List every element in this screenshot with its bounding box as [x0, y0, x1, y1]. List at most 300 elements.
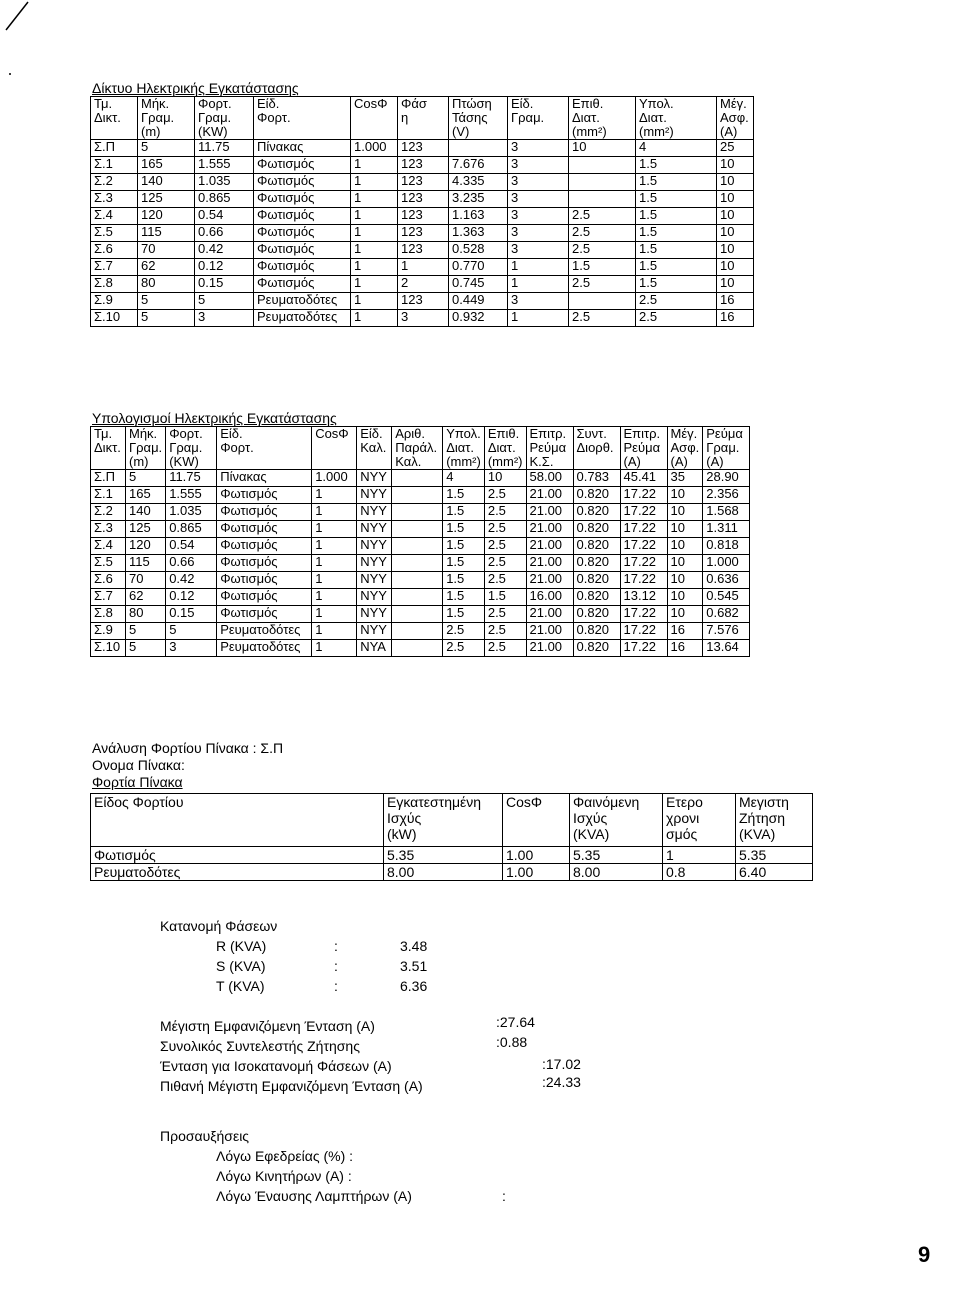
table-cell: 10: [667, 555, 703, 572]
table-cell: Φωτισμός: [217, 538, 312, 555]
table-cell: 5: [195, 293, 254, 310]
table-cell: NYY: [357, 555, 392, 572]
table-cell: 10: [667, 589, 703, 606]
header-cell: Υπολ. Διατ. (mm²): [443, 427, 485, 470]
header-cell: Τμ. Δικτ.: [91, 97, 138, 140]
table-cell: 1: [312, 572, 357, 589]
table-cell: 125: [126, 521, 166, 538]
table-cell: 16: [717, 293, 754, 310]
table-row: [91, 538, 750, 555]
table-cell: Σ.4: [91, 208, 138, 225]
table-cell: 10: [667, 606, 703, 623]
phase-distribution: [160, 918, 277, 935]
calculations-section-title: Υπολογισμοί Ηλεκτρικής Εγκατάστασης: [92, 410, 337, 426]
table-cell: 21.00: [526, 572, 573, 589]
table-cell: 17.22: [620, 538, 667, 555]
table-cell: 1: [351, 310, 398, 327]
table-cell: 21.00: [526, 487, 573, 504]
header-cell: Μήκ. Γραμ. (m): [138, 97, 195, 140]
table-cell: 28.90: [703, 470, 750, 487]
table-cell: 3: [508, 293, 569, 310]
header-cell: Είδ. Γραμ.: [508, 97, 569, 140]
table-cell: 0.8: [663, 864, 736, 881]
table-cell: Ρευματοδότες: [217, 623, 312, 640]
table-cell: 10: [569, 140, 636, 157]
header-cell: CosΦ: [503, 794, 570, 847]
table-row: [91, 640, 750, 657]
table-cell: Σ.7: [91, 259, 138, 276]
table-cell: 17.22: [620, 572, 667, 589]
table-cell: 1.555: [195, 157, 254, 174]
table-cell: 17.22: [620, 521, 667, 538]
table-cell: 10: [667, 521, 703, 538]
table-cell: 3.235: [449, 191, 508, 208]
table-cell: 7.676: [449, 157, 508, 174]
table-cell: 115: [126, 555, 166, 572]
increase-reserve: Λόγω Εφεδρείας (%) :: [216, 1148, 354, 1164]
table-cell: 1: [351, 293, 398, 310]
table-cell: 123: [398, 191, 449, 208]
table-cell: 2.5: [569, 276, 636, 293]
table-row: [91, 589, 750, 606]
table-row: [91, 191, 754, 208]
table-cell: 21.00: [526, 504, 573, 521]
header-cell: Μέγ. Ασφ. (A): [667, 427, 703, 470]
table-cell: [569, 191, 636, 208]
table-cell: 25: [717, 140, 754, 157]
header-cell: CosΦ: [351, 97, 398, 140]
header-cell: Υπολ. Διατ. (mm²): [636, 97, 717, 140]
table-cell: 10: [667, 504, 703, 521]
table-cell: [392, 589, 443, 606]
table-cell: [392, 623, 443, 640]
table-cell: Σ.1: [91, 487, 126, 504]
header-cell: Είδ. Φορτ.: [254, 97, 351, 140]
header-cell: Μήκ. Γραμ. (m): [126, 427, 166, 470]
table-cell: Ρευματοδότες: [91, 864, 384, 881]
table-cell: 3: [195, 310, 254, 327]
network-section-title: Δίκτυο Ηλεκτρικής Εγκατάστασης: [92, 80, 299, 96]
table-cell: 1.5: [636, 276, 717, 293]
table-cell: 2.5: [636, 293, 717, 310]
table-cell: 1.035: [195, 174, 254, 191]
table-cell: Φωτισμός: [217, 555, 312, 572]
table-cell: 21.00: [526, 640, 573, 657]
table-cell: 21.00: [526, 538, 573, 555]
header-cell: Μεγιστη Ζήτηση (KVA): [736, 794, 813, 847]
table-cell: [392, 538, 443, 555]
table-cell: Ρευματοδότες: [254, 293, 351, 310]
panel-loads-header: [91, 794, 813, 847]
table-cell: 1: [508, 259, 569, 276]
table-cell: 1.163: [449, 208, 508, 225]
table-row: [91, 293, 754, 310]
table-cell: 1.000: [312, 470, 357, 487]
table-cell: Σ.Π: [91, 140, 138, 157]
phase-distribution-title: Κατανομή Φάσεων: [160, 918, 278, 934]
table-cell: 123: [398, 225, 449, 242]
table-cell: 1.5: [443, 538, 485, 555]
table-cell: 1: [663, 847, 736, 864]
table-cell: Φωτισμός: [91, 847, 384, 864]
table-cell: 21.00: [526, 606, 573, 623]
table-cell: 2.5: [569, 310, 636, 327]
table-cell: Φωτισμός: [254, 157, 351, 174]
table-cell: 70: [138, 242, 195, 259]
header-cell: Επιτρ. Ρεύμα (A): [620, 427, 667, 470]
table-cell: [449, 140, 508, 157]
table-row: [91, 521, 750, 538]
table-cell: Σ.9: [91, 623, 126, 640]
table-row: [91, 606, 750, 623]
table-cell: Ρευματοδότες: [217, 640, 312, 657]
table-cell: 0.545: [703, 589, 750, 606]
table-cell: Σ.9: [91, 293, 138, 310]
table-cell: 1.5: [484, 589, 526, 606]
table-cell: 165: [138, 157, 195, 174]
table-cell: Φωτισμός: [254, 259, 351, 276]
table-cell: Σ.1: [91, 157, 138, 174]
table-cell: [392, 487, 443, 504]
header-cell: Επιθ. Διατ. (mm²): [484, 427, 526, 470]
table-cell: 1.363: [449, 225, 508, 242]
table-cell: Σ.6: [91, 572, 126, 589]
table-cell: [392, 504, 443, 521]
table-cell: 16.00: [526, 589, 573, 606]
header-cell: Συντ. Διορθ.: [573, 427, 620, 470]
table-cell: 0.12: [166, 589, 217, 606]
table-row: [91, 572, 750, 589]
table-cell: 1: [351, 242, 398, 259]
table-cell: NYY: [357, 521, 392, 538]
table-cell: Σ.8: [91, 276, 138, 293]
table-cell: 1.5: [443, 589, 485, 606]
table-body: [91, 847, 813, 881]
table-cell: 5: [138, 310, 195, 327]
table-row: [91, 555, 750, 572]
table-cell: 21.00: [526, 555, 573, 572]
table-cell: 1.5: [443, 606, 485, 623]
table-cell: 1.5: [636, 208, 717, 225]
table-cell: 10: [717, 242, 754, 259]
table-cell: 2.5: [569, 225, 636, 242]
table-cell: Φωτισμός: [217, 487, 312, 504]
header-cell: Φαινόμενη Ισχύς (KVA): [570, 794, 663, 847]
phase-s: S (KVA) : 3.51: [216, 958, 428, 974]
table-cell: 1.5: [636, 157, 717, 174]
table-cell: 10: [717, 191, 754, 208]
table-cell: 2.5: [484, 640, 526, 657]
table-cell: [392, 572, 443, 589]
table-row: [91, 310, 754, 327]
table-cell: 1: [312, 623, 357, 640]
header-cell: Εγκατεστημένη Ισχύς (kW): [384, 794, 503, 847]
table-cell: 0.820: [573, 589, 620, 606]
table-cell: NYY: [357, 538, 392, 555]
table-cell: 10: [717, 157, 754, 174]
table-cell: 13.64: [703, 640, 750, 657]
table-cell: 2.5: [484, 555, 526, 572]
table-cell: 10: [484, 470, 526, 487]
table-cell: Σ.3: [91, 521, 126, 538]
table-row: [91, 242, 754, 259]
table-cell: 0.528: [449, 242, 508, 259]
table-cell: 17.22: [620, 623, 667, 640]
table-cell: 0.865: [166, 521, 217, 538]
table-cell: 125: [138, 191, 195, 208]
table-cell: Φωτισμός: [254, 242, 351, 259]
header-cell: Ετερο χρονι σμός: [663, 794, 736, 847]
table-cell: 0.15: [166, 606, 217, 623]
phase-r: R (KVA) : 3.48: [216, 938, 428, 954]
phase-t: T (KVA) : 6.36: [216, 978, 428, 994]
table-cell: 16: [717, 310, 754, 327]
table-cell: 2.5: [569, 208, 636, 225]
table-cell: 0.54: [166, 538, 217, 555]
header-cell: Είδος Φορτίου: [91, 794, 384, 847]
table-cell: 5: [126, 470, 166, 487]
table-cell: 3: [166, 640, 217, 657]
table-cell: Φωτισμός: [254, 276, 351, 293]
table-cell: 10: [717, 276, 754, 293]
table-cell: 1.5: [569, 259, 636, 276]
calculations-table: [90, 426, 750, 657]
table-cell: Σ.Π: [91, 470, 126, 487]
table-cell: 17.22: [620, 555, 667, 572]
table-row: [91, 623, 750, 640]
table-cell: 8.00: [384, 864, 503, 881]
table-cell: 1: [312, 504, 357, 521]
header-cell: Επιθ. Διατ. (mm²): [569, 97, 636, 140]
table-cell: 1: [351, 225, 398, 242]
table-cell: 0.820: [573, 521, 620, 538]
table-cell: 35: [667, 470, 703, 487]
table-cell: 120: [126, 538, 166, 555]
table-cell: Φωτισμός: [217, 521, 312, 538]
table-cell: Σ.3: [91, 191, 138, 208]
table-cell: 17.22: [620, 504, 667, 521]
header-cell: Είδ. Καλ.: [357, 427, 392, 470]
table-cell: 70: [126, 572, 166, 589]
table-cell: 5: [126, 640, 166, 657]
table-cell: 45.41: [620, 470, 667, 487]
table-cell: Σ.10: [91, 310, 138, 327]
table-cell: 10: [717, 208, 754, 225]
table-cell: Σ.5: [91, 555, 126, 572]
table-cell: 0.66: [166, 555, 217, 572]
table-cell: 1.311: [703, 521, 750, 538]
panel-loads-table: [90, 793, 813, 881]
table-cell: 62: [126, 589, 166, 606]
table-row: [91, 259, 754, 276]
table-cell: 0.865: [195, 191, 254, 208]
table-cell: 16: [667, 623, 703, 640]
table-cell: Σ.6: [91, 242, 138, 259]
table-cell: 62: [138, 259, 195, 276]
table-cell: 10: [717, 225, 754, 242]
table-cell: 10: [717, 174, 754, 191]
header-cell: Πτώση Τάσης (V): [449, 97, 508, 140]
table-row: [91, 225, 754, 242]
table-cell: 5.35: [570, 847, 663, 864]
table-cell: [569, 293, 636, 310]
table-cell: 1.5: [636, 259, 717, 276]
table-cell: Σ.7: [91, 589, 126, 606]
table-cell: 0.745: [449, 276, 508, 293]
table-cell: [392, 470, 443, 487]
table-cell: 165: [126, 487, 166, 504]
table-cell: 2.5: [484, 487, 526, 504]
table-cell: 115: [138, 225, 195, 242]
table-row: [91, 276, 754, 293]
table-cell: 1.000: [703, 555, 750, 572]
table-cell: 1.035: [166, 504, 217, 521]
table-cell: 1.5: [443, 555, 485, 572]
max-apparent-current: Μέγιστη Εμφανιζόμενη Ένταση (A): [160, 1018, 375, 1034]
table-cell: 0.42: [195, 242, 254, 259]
table-cell: 1: [312, 521, 357, 538]
table-cell: 1.00: [503, 847, 570, 864]
table-cell: 10: [667, 572, 703, 589]
probable-max-current: Πιθανή Μέγιστη Εμφανιζόμενη Ένταση (A): [160, 1078, 423, 1094]
table-cell: 1.5: [636, 191, 717, 208]
table-cell: 1: [312, 487, 357, 504]
table-cell: 10: [717, 259, 754, 276]
table-cell: Φωτισμός: [254, 191, 351, 208]
table-cell: 5.35: [384, 847, 503, 864]
table-cell: 2.5: [636, 310, 717, 327]
table-cell: 3: [508, 242, 569, 259]
table-cell: NYA: [357, 640, 392, 657]
analysis-block: [92, 740, 283, 791]
table-cell: 1: [398, 259, 449, 276]
table-cell: 2.5: [484, 572, 526, 589]
table-cell: 2.5: [443, 640, 485, 657]
table-cell: Πίνακας: [217, 470, 312, 487]
table-cell: 123: [398, 157, 449, 174]
table-cell: 2.356: [703, 487, 750, 504]
table-cell: 1: [508, 310, 569, 327]
table-cell: NYY: [357, 504, 392, 521]
table-cell: 1: [351, 191, 398, 208]
table-row: [91, 470, 750, 487]
table-cell: Φωτισμός: [254, 208, 351, 225]
table-cell: 123: [398, 242, 449, 259]
table-cell: 5: [166, 623, 217, 640]
table-cell: 10: [667, 538, 703, 555]
table-cell: 0.820: [573, 555, 620, 572]
table-row: [91, 140, 754, 157]
table-cell: 123: [398, 174, 449, 191]
table-cell: 1: [312, 589, 357, 606]
table-cell: NYY: [357, 606, 392, 623]
table-cell: 2: [398, 276, 449, 293]
table-cell: 0.783: [573, 470, 620, 487]
table-cell: 0.820: [573, 606, 620, 623]
increase-lamp-ignition: Λόγω Έναυσης Λαμπτήρων (A) :: [216, 1188, 506, 1204]
table-cell: Σ.8: [91, 606, 126, 623]
table-cell: 123: [398, 208, 449, 225]
table-body: [91, 470, 750, 657]
table-cell: Φωτισμός: [217, 504, 312, 521]
table-row: [91, 174, 754, 191]
table-body: [91, 140, 754, 327]
table-cell: 123: [398, 140, 449, 157]
table-cell: 1.5: [636, 225, 717, 242]
table-cell: 0.636: [703, 572, 750, 589]
balanced-phase-current-value: :17.02: [542, 1056, 581, 1072]
table-cell: 0.820: [573, 572, 620, 589]
table-cell: Πίνακας: [254, 140, 351, 157]
table-row: [91, 864, 813, 881]
table-cell: 1: [312, 606, 357, 623]
table-cell: 1: [508, 276, 569, 293]
table-cell: 0.54: [195, 208, 254, 225]
header-cell: Φορτ. Γραμ. (KW): [195, 97, 254, 140]
table-cell: Φωτισμός: [217, 572, 312, 589]
table-cell: 0.682: [703, 606, 750, 623]
table-cell: 1: [351, 157, 398, 174]
table-cell: 1.00: [503, 864, 570, 881]
table-cell: 80: [138, 276, 195, 293]
network-table: [90, 96, 754, 327]
table-cell: 1: [312, 555, 357, 572]
table-cell: 0.12: [195, 259, 254, 276]
header-cell: CosΦ: [312, 427, 357, 470]
calculations-table-header: [91, 427, 750, 470]
table-cell: 1.5: [443, 504, 485, 521]
table-cell: 1: [351, 208, 398, 225]
loads-title: Φορτία Πίνακα: [92, 774, 183, 790]
table-cell: 8.00: [570, 864, 663, 881]
table-cell: Φωτισμός: [254, 225, 351, 242]
scan-scratch-mark: [0, 0, 40, 80]
panel-name-label: Ονομα Πίνακα:: [92, 757, 185, 773]
table-cell: 0.820: [573, 640, 620, 657]
network-table-header: [91, 97, 754, 140]
table-cell: 16: [667, 640, 703, 657]
table-cell: 140: [126, 504, 166, 521]
table-cell: 5: [138, 293, 195, 310]
table-cell: [392, 640, 443, 657]
table-cell: NYY: [357, 589, 392, 606]
table-cell: 1.5: [636, 174, 717, 191]
table-cell: [392, 521, 443, 538]
table-cell: Φωτισμός: [254, 174, 351, 191]
table-cell: 11.75: [195, 140, 254, 157]
table-cell: [569, 157, 636, 174]
table-cell: 3: [508, 225, 569, 242]
header-cell: Αριθ. Παράλ. Καλ.: [392, 427, 443, 470]
table-cell: [569, 174, 636, 191]
table-cell: 0.770: [449, 259, 508, 276]
table-cell: 123: [398, 293, 449, 310]
table-cell: 0.15: [195, 276, 254, 293]
table-cell: 1.5: [443, 572, 485, 589]
table-cell: Ρευματοδότες: [254, 310, 351, 327]
table-cell: 0.820: [573, 487, 620, 504]
table-cell: 0.66: [195, 225, 254, 242]
table-cell: 1.5: [443, 487, 485, 504]
table-cell: 1: [351, 276, 398, 293]
table-cell: 1.555: [166, 487, 217, 504]
table-cell: 0.449: [449, 293, 508, 310]
table-cell: 4: [443, 470, 485, 487]
table-cell: 3: [508, 191, 569, 208]
table-cell: 17.22: [620, 487, 667, 504]
table-cell: Φωτισμός: [217, 589, 312, 606]
table-cell: 0.818: [703, 538, 750, 555]
